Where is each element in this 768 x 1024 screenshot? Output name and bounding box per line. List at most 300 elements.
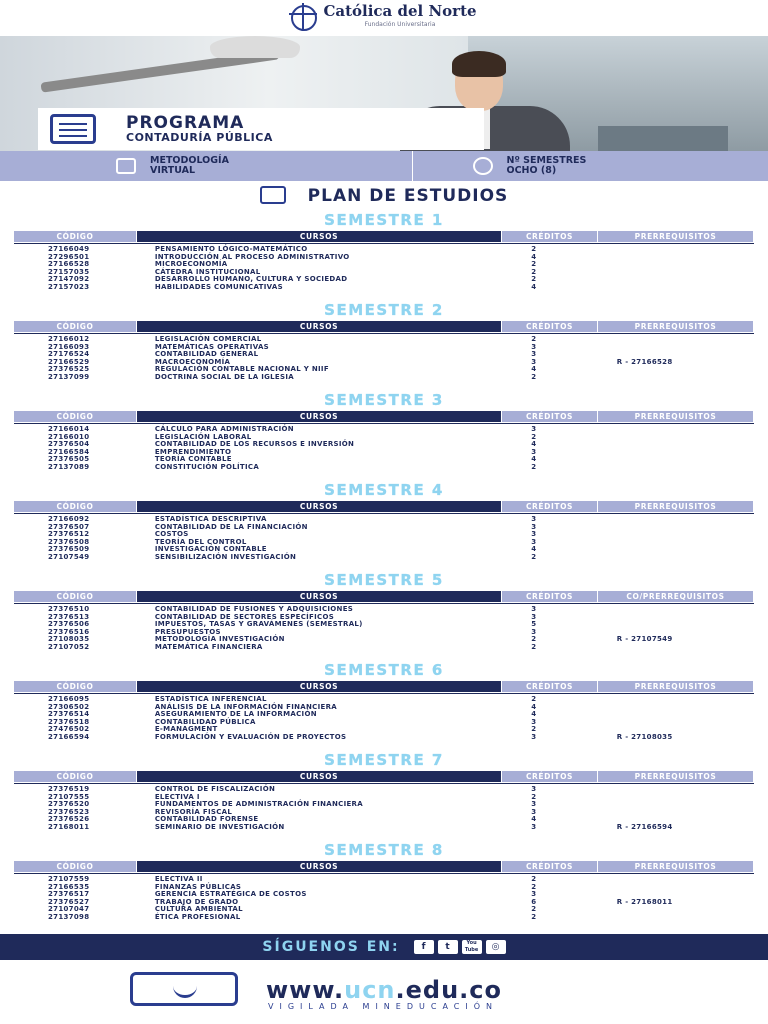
instagram-icon[interactable]: ◎ — [486, 940, 506, 954]
course-table — [14, 873, 754, 922]
course-credits: 5 — [531, 620, 537, 629]
course-code: 27168011 — [48, 822, 90, 831]
course-name: ASEGURAMIENTO DE LA INFORMACIÓN — [154, 710, 317, 719]
course-code: 27166093 — [48, 342, 90, 351]
course-credits: 3 — [531, 785, 537, 793]
tagline: VIGILADA MINEDUCACIÓN — [268, 1002, 498, 1011]
course-table — [14, 603, 754, 652]
brand-logo[interactable] — [291, 4, 476, 32]
semester-3 — [0, 390, 768, 472]
course-code: 27376513 — [48, 612, 90, 621]
course-name: INVESTIGACIÓN CONTABLE — [154, 545, 267, 554]
methodology-value: VIRTUAL — [150, 165, 196, 176]
course-prereq — [605, 554, 754, 562]
course-name: SENSIBILIZACIÓN INVESTIGACIÓN — [154, 552, 297, 561]
presenter-chart-icon — [116, 158, 136, 174]
course-credits: 3 — [531, 342, 537, 351]
course-code: 27376516 — [48, 627, 90, 636]
course-prereq — [605, 344, 754, 352]
header-prereq: CO/PRERREQUISITOS — [598, 591, 753, 602]
course-credits: 3 — [531, 515, 537, 523]
table-row — [14, 449, 754, 457]
semester-title: SEMESTRE 7 — [324, 751, 444, 769]
course-credits: 2 — [531, 432, 537, 441]
semester-title: SEMESTRE 3 — [324, 391, 444, 409]
course-credits: 3 — [531, 612, 537, 621]
course-prereq — [605, 621, 754, 629]
course-prereq — [605, 809, 754, 817]
course-name: ESTADÍSTICA INFERENCIAL — [154, 695, 267, 703]
course-credits: 3 — [531, 425, 537, 433]
table-row — [14, 284, 754, 292]
course-code: 27376520 — [48, 800, 90, 809]
table-row — [14, 824, 754, 832]
course-name: FINANZAS PÚBLICAS — [154, 882, 242, 891]
table-row — [14, 809, 754, 817]
course-credits: 2 — [531, 552, 537, 561]
header-credits: CRÉDITOS — [502, 231, 597, 242]
course-name: E-MANAGMENT — [154, 725, 218, 734]
course-code: 27108035 — [48, 635, 90, 644]
course-name: MATEMÁTICA FINANCIERA — [154, 642, 263, 651]
table-row — [14, 254, 754, 262]
course-code: 27376514 — [48, 710, 90, 719]
course-name: CONTABILIDAD DE LOS RECURSOS E INVERSIÓN — [154, 440, 355, 449]
course-name: MICROECONOMÍA — [154, 260, 228, 269]
table-header — [14, 771, 754, 782]
table-row — [14, 524, 754, 532]
twitter-icon[interactable]: t — [438, 940, 458, 954]
course-name: CONTROL DE FISCALIZACIÓN — [154, 785, 276, 793]
table-row — [14, 516, 754, 524]
course-name: FUNDAMENTOS DE ADMINISTRACIÓN FINANCIERA — [154, 800, 363, 809]
semesters-value: OCHO (8) — [506, 165, 557, 176]
course-prereq — [605, 546, 754, 554]
table-row — [14, 554, 754, 562]
course-table — [14, 243, 754, 292]
course-table — [14, 513, 754, 562]
course-prereq — [605, 704, 754, 712]
header-course: CURSOS — [137, 231, 501, 242]
header-course: CURSOS — [137, 861, 501, 872]
course-prereq — [605, 269, 754, 277]
table-row — [14, 374, 754, 382]
course-credits: 3 — [531, 717, 537, 726]
course-credits: 3 — [531, 807, 537, 816]
course-name: CONTABILIDAD PÚBLICA — [154, 717, 256, 726]
table-row — [14, 734, 754, 742]
brand-name: Católica del Norte — [323, 2, 477, 20]
course-code: 27476502 — [48, 725, 90, 734]
course-name: MATEMÁTICAS OPERATIVAS — [154, 342, 270, 351]
header-code: CÓDIGO — [14, 591, 136, 602]
course-credits: 2 — [531, 267, 537, 276]
table-row — [14, 344, 754, 352]
table-row — [14, 794, 754, 802]
course-name: EMPRENDIMIENTO — [154, 447, 232, 456]
methodology-info — [0, 151, 412, 181]
table-row — [14, 261, 754, 269]
program-label: PROGRAMA — [126, 112, 245, 133]
header-prereq: PRERREQUISITOS — [598, 681, 753, 692]
calendar-list-icon — [50, 114, 96, 144]
course-prereq — [605, 786, 754, 794]
header-code: CÓDIGO — [14, 681, 136, 692]
course-credits: 3 — [531, 605, 537, 613]
course-prereq — [605, 539, 754, 547]
course-prereq — [605, 906, 754, 914]
course-code: 27376506 — [48, 620, 90, 629]
course-credits: 3 — [531, 800, 537, 809]
course-prereq — [605, 614, 754, 622]
course-code: 27376507 — [48, 522, 90, 531]
course-name: ELECTIVA II — [154, 875, 203, 883]
clock-icon — [473, 157, 493, 175]
header-code: CÓDIGO — [14, 411, 136, 422]
course-prereq — [605, 336, 754, 344]
footer — [0, 960, 768, 1024]
course-credits: 3 — [531, 522, 537, 531]
course-name: REGULACIÓN CONTABLE NACIONAL Y NIIF — [154, 365, 329, 374]
semester-5 — [0, 570, 768, 652]
header-prereq: PRERREQUISITOS — [598, 231, 753, 242]
header-course: CURSOS — [137, 411, 501, 422]
course-name: ELECTIVA I — [154, 792, 200, 801]
header-prereq: PRERREQUISITOS — [598, 771, 753, 782]
table-row — [14, 426, 754, 434]
course-name: CÁLCULO PARA ADMINISTRACIÓN — [154, 425, 294, 433]
course-code: 27137089 — [48, 462, 90, 471]
list-icon — [260, 186, 286, 204]
table-row — [14, 801, 754, 809]
course-credits: 3 — [531, 537, 537, 546]
course-name: GERENCIA ESTRATÉGICA DE COSTOS — [154, 890, 307, 899]
course-table — [14, 783, 754, 832]
program-info-bar — [0, 151, 768, 181]
course-credits: 3 — [531, 350, 537, 359]
header-code: CÓDIGO — [14, 771, 136, 782]
course-credits: 2 — [531, 642, 537, 651]
course-prereq — [605, 524, 754, 532]
course-code: 27376504 — [48, 440, 90, 449]
course-credits: 2 — [531, 882, 537, 891]
header-course: CURSOS — [137, 501, 501, 512]
methodology-label: METODOLOGÍA — [150, 155, 229, 166]
course-credits: 2 — [531, 905, 537, 914]
course-code: 27166010 — [48, 432, 90, 441]
header-credits: CRÉDITOS — [502, 771, 597, 782]
course-prereq: R - 27108035 — [616, 732, 673, 741]
course-code: 27376508 — [48, 537, 90, 546]
semester-7 — [0, 750, 768, 832]
course-name: CONTABILIDAD FORENSE — [154, 815, 259, 824]
course-prereq — [605, 876, 754, 884]
course-name: REVISORÍA FISCAL — [154, 807, 233, 816]
course-credits: 2 — [531, 335, 537, 343]
course-code: 27376526 — [48, 815, 90, 824]
course-code: 27306502 — [48, 702, 90, 711]
course-name: TEORÍA CONTABLE — [154, 455, 232, 464]
header-course: CURSOS — [137, 681, 501, 692]
course-credits: 2 — [531, 245, 537, 253]
course-prereq — [605, 696, 754, 704]
header-credits: CRÉDITOS — [502, 321, 597, 332]
course-code: 27166584 — [48, 447, 90, 456]
website-link[interactable]: www.ucn.edu.co — [266, 976, 503, 1004]
semester-1 — [0, 210, 768, 292]
course-code: 27107047 — [48, 905, 90, 914]
course-prereq — [605, 374, 754, 382]
table-row — [14, 906, 754, 914]
course-code: 27166092 — [48, 515, 90, 523]
course-credits: 2 — [531, 372, 537, 381]
course-name: DESARROLLO HUMANO, CULTURA Y SOCIEDAD — [154, 275, 348, 284]
course-table — [14, 333, 754, 382]
course-credits: 3 — [531, 530, 537, 539]
header-prereq: PRERREQUISITOS — [598, 411, 753, 422]
course-credits: 2 — [531, 635, 537, 644]
course-credits: 2 — [531, 792, 537, 801]
table-row — [14, 719, 754, 727]
course-code: 27376510 — [48, 605, 90, 613]
course-prereq — [605, 366, 754, 374]
course-prereq — [605, 794, 754, 802]
semester-6 — [0, 660, 768, 742]
course-prereq — [605, 606, 754, 614]
semester-4 — [0, 480, 768, 562]
course-credits: 4 — [531, 252, 537, 261]
header-prereq: PRERREQUISITOS — [598, 501, 753, 512]
course-prereq — [605, 884, 754, 892]
course-prereq — [605, 516, 754, 524]
course-name: TRABAJO DE GRADO — [154, 897, 239, 906]
course-credits: 6 — [531, 897, 537, 906]
course-code: 27157035 — [48, 267, 90, 276]
semester-2 — [0, 300, 768, 382]
course-code: 27166012 — [48, 335, 90, 343]
course-credits: 2 — [531, 260, 537, 269]
course-credits: 2 — [531, 275, 537, 284]
course-prereq — [605, 914, 754, 922]
course-name: CULTURA AMBIENTAL — [154, 905, 243, 914]
table-row — [14, 914, 754, 922]
course-prereq: R - 27168011 — [616, 897, 673, 906]
header-code: CÓDIGO — [14, 861, 136, 872]
course-code: 27166529 — [48, 357, 90, 366]
course-code: 27376523 — [48, 807, 90, 816]
course-code: 27137098 — [48, 912, 90, 921]
course-prereq — [605, 449, 754, 457]
header-course: CURSOS — [137, 591, 501, 602]
semesters-info — [412, 151, 768, 181]
semester-title: SEMESTRE 8 — [324, 841, 444, 859]
table-header — [14, 501, 754, 512]
course-table — [14, 423, 754, 472]
course-code: 27376525 — [48, 365, 90, 374]
semester-title: SEMESTRE 2 — [324, 301, 444, 319]
program-name: CONTADURÍA PÚBLICA — [126, 130, 273, 144]
course-name: SEMINARIO DE INVESTIGACIÓN — [154, 822, 285, 831]
table-header — [14, 231, 754, 242]
table-row — [14, 606, 754, 614]
course-credits: 3 — [531, 447, 537, 456]
course-name: INTRODUCCIÓN AL PROCESO ADMINISTRATIVO — [154, 252, 350, 261]
plan-title: PLAN DE ESTUDIOS — [0, 186, 768, 206]
course-code: 27166535 — [48, 882, 90, 891]
course-credits: 2 — [531, 695, 537, 703]
course-code: 27376512 — [48, 530, 90, 539]
table-row — [14, 359, 754, 367]
table-row — [14, 696, 754, 704]
course-credits: 4 — [531, 710, 537, 719]
course-prereq — [605, 276, 754, 284]
table-row — [14, 711, 754, 719]
table-row — [14, 269, 754, 277]
course-name: LEGISLACIÓN COMERCIAL — [154, 335, 262, 343]
course-credits: 2 — [531, 462, 537, 471]
table-row — [14, 704, 754, 712]
table-row — [14, 884, 754, 892]
course-name: ANÁLISIS DE LA INFORMACIÓN FINANCIERA — [154, 702, 337, 711]
header-credits: CRÉDITOS — [502, 681, 597, 692]
course-prereq — [605, 801, 754, 809]
semester-title: SEMESTRE 5 — [324, 571, 444, 589]
header-credits: CRÉDITOS — [502, 411, 597, 422]
header-code: CÓDIGO — [14, 231, 136, 242]
table-header — [14, 411, 754, 422]
social-bar — [0, 934, 768, 960]
table-row — [14, 899, 754, 907]
header-bar — [0, 0, 768, 36]
course-name: CONTABILIDAD DE FUSIONES Y ADQUISICIONES — [154, 605, 354, 613]
course-prereq: R - 27166594 — [616, 822, 673, 831]
course-name: IMPUESTOS, TASAS Y GRAVÁMENES (SEMESTRAL) — [154, 620, 363, 629]
course-prereq: R - 27166528 — [616, 357, 673, 366]
table-row — [14, 539, 754, 547]
table-row — [14, 441, 754, 449]
course-prereq — [605, 531, 754, 539]
course-prereq — [605, 261, 754, 269]
course-code: 27166594 — [48, 732, 90, 741]
course-prereq — [605, 644, 754, 652]
header-code: CÓDIGO — [14, 321, 136, 332]
semester-8 — [0, 840, 768, 922]
header-credits: CRÉDITOS — [502, 861, 597, 872]
course-name: METODOLOGÍA INVESTIGACIÓN — [154, 635, 285, 644]
semester-title: SEMESTRE 6 — [324, 661, 444, 679]
table-header — [14, 321, 754, 332]
course-prereq — [605, 434, 754, 442]
course-credits: 4 — [531, 455, 537, 464]
course-prereq — [605, 464, 754, 472]
course-credits: 3 — [531, 732, 537, 741]
brand-subtitle: Fundación Universitaria — [364, 21, 436, 28]
course-code: 27107555 — [48, 792, 90, 801]
course-prereq — [605, 719, 754, 727]
course-name: ESTADÍSTICA DESCRIPTIVA — [154, 515, 267, 523]
course-name: CONSTITUCIÓN POLÍTICA — [154, 462, 260, 471]
course-credits: 2 — [531, 725, 537, 734]
course-name: CÁTEDRA INSTITUCIONAL — [154, 267, 261, 276]
course-credits: 3 — [531, 357, 537, 366]
course-prereq — [605, 456, 754, 464]
youtube-icon[interactable]: You Tube — [462, 940, 482, 954]
course-code: 27376505 — [48, 455, 90, 464]
course-credits: 3 — [531, 822, 537, 831]
course-credits: 4 — [531, 365, 537, 374]
course-prereq — [605, 426, 754, 434]
course-code: 27107549 — [48, 552, 90, 561]
course-prereq — [605, 254, 754, 262]
course-name: ÉTICA PROFESIONAL — [154, 912, 241, 921]
course-name: MACROECONOMÍA — [154, 357, 231, 366]
course-name: CONTABILIDAD GENERAL — [154, 350, 259, 359]
course-prereq — [605, 246, 754, 254]
table-header — [14, 591, 754, 602]
table-row — [14, 366, 754, 374]
semesters-label: Nº SEMESTRES — [506, 155, 587, 166]
course-code: 27107052 — [48, 642, 90, 651]
table-row — [14, 434, 754, 442]
course-credits: 4 — [531, 545, 537, 554]
course-credits: 2 — [531, 912, 537, 921]
header-course: CURSOS — [137, 771, 501, 782]
header-prereq: PRERREQUISITOS — [598, 321, 753, 332]
course-name: TEORÍA DEL CONTROL — [154, 537, 247, 546]
facebook-icon[interactable]: f — [414, 940, 434, 954]
table-header — [14, 681, 754, 692]
course-name: CONTABILIDAD DE SECTORES ESPECÍFICOS — [154, 612, 335, 621]
course-code: 27107559 — [48, 875, 90, 883]
course-credits: 4 — [531, 440, 537, 449]
course-code: 27376519 — [48, 785, 90, 793]
course-prereq — [605, 284, 754, 292]
table-row — [14, 276, 754, 284]
header-prereq: PRERREQUISITOS — [598, 861, 753, 872]
course-prereq — [605, 441, 754, 449]
table-row — [14, 546, 754, 554]
course-credits: 3 — [531, 627, 537, 636]
course-name: CONTABILIDAD DE LA FINANCIACIÓN — [154, 522, 308, 531]
course-name: FORMULACIÓN Y EVALUACIÓN DE PROYECTOS — [154, 732, 347, 741]
course-code: 27176524 — [48, 350, 90, 359]
course-code: 27157023 — [48, 282, 90, 291]
semester-title: SEMESTRE 4 — [324, 481, 444, 499]
header-credits: CRÉDITOS — [502, 591, 597, 602]
course-name: PENSAMIENTO LÓGICO-MATEMÁTICO — [154, 245, 308, 253]
course-name: COSTOS — [154, 530, 189, 539]
table-row — [14, 876, 754, 884]
course-prereq: R - 27107549 — [616, 635, 673, 644]
table-row — [14, 464, 754, 472]
table-row — [14, 614, 754, 622]
table-row — [14, 786, 754, 794]
table-row — [14, 636, 754, 644]
header-credits: CRÉDITOS — [502, 501, 597, 512]
table-row — [14, 644, 754, 652]
course-code: 27376518 — [48, 717, 90, 726]
course-credits: 4 — [531, 282, 537, 291]
course-code: 27166014 — [48, 425, 90, 433]
course-code: 27166528 — [48, 260, 90, 269]
course-code: 27147092 — [48, 275, 90, 284]
course-prereq — [605, 711, 754, 719]
table-header — [14, 861, 754, 872]
header-course: CURSOS — [137, 321, 501, 332]
course-name: PRESUPUESTOS — [154, 627, 221, 636]
course-credits: 4 — [531, 815, 537, 824]
table-row — [14, 531, 754, 539]
